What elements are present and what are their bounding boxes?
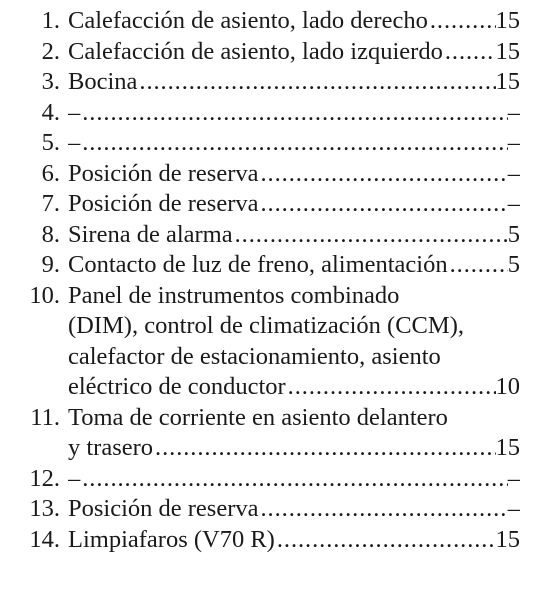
fuse-number: 3. [41,68,60,95]
fuse-amperage: – [507,98,520,126]
fuse-entry [4,464,520,495]
fuse-number: 5. [41,129,60,156]
fuse-amperage: 5 [507,251,520,278]
dot-leader [153,433,495,464]
fuse-amperage: 10 [495,373,520,400]
fuse-entry [4,6,520,37]
fuse-amperage: 5 [507,220,520,248]
fuse-amperage: 15 [495,434,520,461]
fuse-number: 8. [41,220,60,248]
fuse-leader-row [68,372,520,403]
fuse-text-line: Limpiafaros (V70 R) [68,525,275,553]
fuse-entry [4,128,520,159]
fuse-text-line: Panel de instrumentos combinado [68,281,400,309]
fuse-text-line: – [68,98,81,126]
fuse-number: 1. [41,7,60,34]
dot-leader [448,250,508,281]
fuse-leader-row [68,250,520,281]
fuse-description [60,220,520,251]
fuse-text-line: Calefacción de asiento, lado derecho [68,7,428,34]
fuse-leader-row [68,6,520,37]
fuse-entry [4,250,520,281]
fuse-text-line: Posición de reserva [68,190,259,217]
fuse-leader-row [68,159,520,190]
fuse-entry [4,98,520,129]
fuse-entry [4,525,520,556]
fuse-description [60,6,520,37]
fuse-entry [4,189,520,220]
fuse-number: 6. [41,159,60,187]
fuse-description [60,281,520,403]
fuse-leader-row [68,189,520,220]
fuse-text-line: Calefacción de asiento, lado izquierdo [68,37,443,65]
fuse-description [60,189,520,220]
dot-leader [80,464,508,495]
fuse-amperage: 15 [495,525,520,553]
fuse-entry [4,67,520,98]
dot-leader [80,128,508,159]
fuse-entry [4,494,520,525]
fuse-text-line: (DIM), control de climatización (CCM), [68,312,464,339]
dot-leader [259,159,508,190]
fuse-description [60,494,520,525]
fuse-leader-row [68,433,520,464]
fuse-leader-row [68,128,520,159]
fuse-amperage: – [507,190,520,217]
fuse-list [4,6,520,555]
fuse-number: 12. [29,464,60,492]
fuse-description [60,159,520,190]
fuse-leader-row [68,525,520,556]
dot-leader [428,6,496,37]
fuse-text-line: Sirena de alarma [68,220,233,248]
fuse-amperage: 15 [495,68,520,95]
fuse-leader-row [68,494,520,525]
fuse-description [60,37,520,68]
fuse-description [60,98,520,129]
fuse-text-line: eléctrico de conductor [68,373,286,400]
dot-leader [233,220,508,251]
fuse-number: 4. [41,98,60,126]
dot-leader [259,189,508,220]
fuse-text-line: Contacto de luz de freno, alimentación [68,251,448,278]
dot-leader [259,494,508,525]
fuse-amperage: – [507,159,520,187]
dot-leader [275,525,496,556]
fuse-description [60,403,520,464]
fuse-number: 2. [41,37,60,65]
dot-leader [137,67,495,98]
fuse-amperage: – [507,495,520,522]
fuse-text-line: – [68,464,81,492]
fuse-amperage: 15 [495,37,520,65]
fuse-text-line: Posición de reserva [68,159,259,187]
fuse-amperage: 15 [495,7,520,34]
fuse-leader-row [68,67,520,98]
fuse-text-line: – [68,129,81,156]
fuse-leader-row [68,98,520,129]
fuse-description [60,464,520,495]
fuse-number: 11. [30,403,60,431]
fuse-leader-row [68,220,520,251]
fuse-leader-row [68,464,520,495]
fuse-text-line: Bocina [68,68,138,95]
dot-leader [286,372,496,403]
fuse-number: 14. [29,525,60,553]
fuse-entry [4,220,520,251]
fuse-text-line: calefactor de estacionamiento, asiento [68,342,441,370]
fuse-text-line: y trasero [68,434,154,461]
fuse-entry [4,159,520,190]
fuse-description [60,250,520,281]
dot-leader [80,98,508,129]
fuse-number: 7. [41,190,60,217]
fuse-entry [4,403,520,464]
fuse-number: 9. [41,251,60,278]
fuse-text-line: Toma de corriente en asiento delantero [68,403,448,431]
fuse-description [60,525,520,556]
fuse-amperage: – [507,464,520,492]
fuse-number: 10. [29,281,60,309]
fuse-description [60,128,520,159]
fuse-number: 13. [29,495,60,522]
dot-leader [443,37,496,68]
fuse-leader-row [68,37,520,68]
fuse-amperage: – [507,129,520,156]
fuse-entry [4,281,520,403]
fuse-description [60,67,520,98]
fuse-text-line: Posición de reserva [68,495,259,522]
fuse-entry [4,37,520,68]
